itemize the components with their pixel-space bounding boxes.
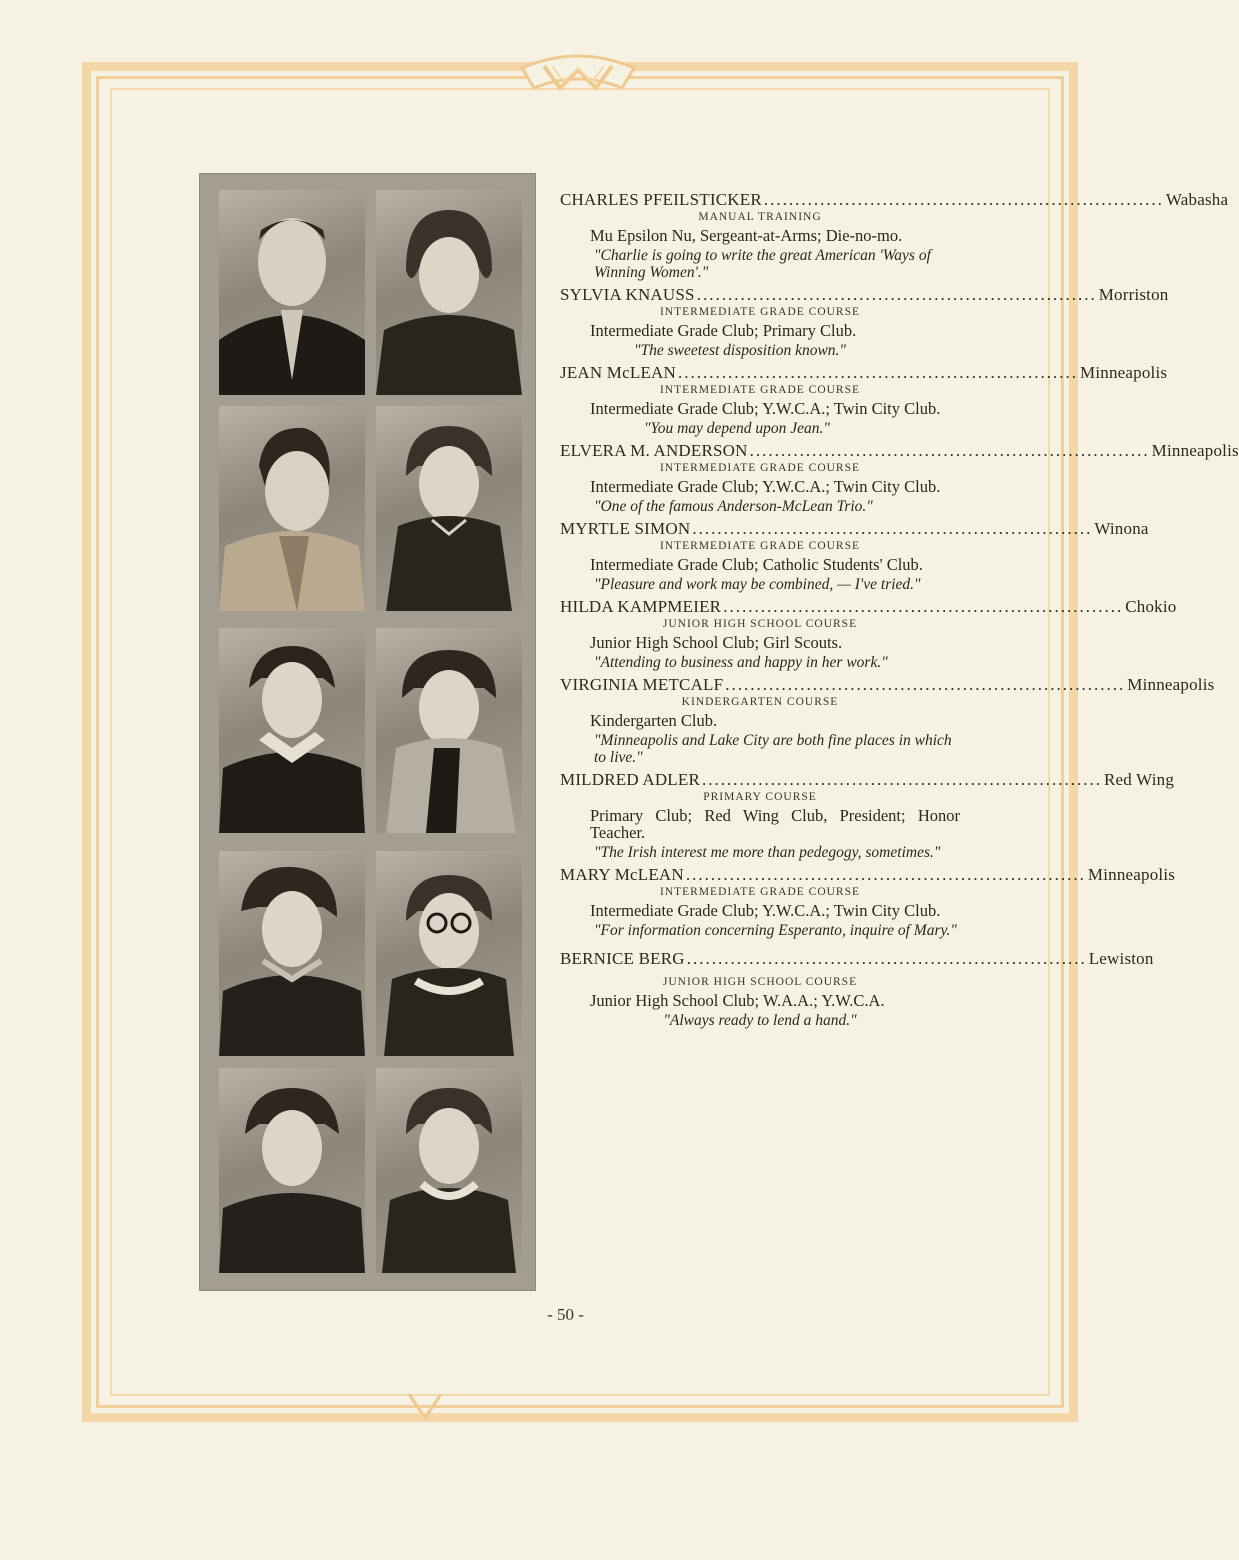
student-name: MYRTLE SIMON [560, 519, 691, 538]
student-entry: MILDRED ADLER ................................................................ Red Wing PRIMARY COURSE Primary Club; Red Wing Club, President; Honor Teacher. "The Irish interest me more than pedegogy, sometimes." [560, 770, 1175, 861]
student-name: BERNICE BERG [560, 949, 685, 968]
student-activities: Junior High School Club; W.A.A.; Y.W.C.A. [590, 991, 885, 1010]
student-hometown: Red Wing [1104, 770, 1175, 789]
student-entry: MARY McLEAN ................................................................ Minneapolis INTERMEDIATE GRADE COURSE Intermediate Grade Club; Y.W.C.A.; Twin City Club. "For information concerning Esperanto, inquire of Mary." [560, 865, 1176, 939]
student-activities: Junior High School Club; Girl Scouts. [590, 633, 843, 652]
border-notch-ornament [405, 1392, 445, 1422]
student-activities: Intermediate Grade Club; Y.W.C.A.; Twin City Club. [590, 477, 941, 496]
student-activities: Intermediate Grade Club; Catholic Students' Club. [590, 555, 923, 574]
portrait-photo [219, 1068, 365, 1273]
student-entry: JEAN McLEAN ................................................................ Minneapolis INTERMEDIATE GRADE COURSE Intermediate Grade Club; Y.W.C.A.; Twin City Club. "You may depend upon Jean." [560, 363, 1168, 437]
student-name: JEAN McLEAN [560, 363, 676, 382]
student-entry: HILDA KAMPMEIER ................................................................ Chokio JUNIOR HIGH SCHOOL COURSE Junior High School Club; Girl Scouts. "Attending to business and happy in her work." [560, 597, 1177, 671]
student-hometown: Winona [1094, 519, 1149, 538]
student-name: HILDA KAMPMEIER [560, 597, 722, 616]
page-number: - 50 - [547, 1305, 584, 1324]
student-course: INTERMEDIATE GRADE COURSE [659, 886, 861, 898]
student-quote: "Attending to business and happy in her work." [594, 654, 888, 671]
student-hometown: Minneapolis [1151, 441, 1239, 460]
student-activities: Intermediate Grade Club; Y.W.C.A.; Twin City Club. [590, 399, 941, 418]
student-name: ELVERA M. ANDERSON [560, 441, 748, 460]
portrait-photo [376, 1068, 522, 1273]
portrait-photo [376, 406, 522, 611]
student-course: INTERMEDIATE GRADE COURSE [659, 462, 861, 474]
student-quote: "Pleasure and work may be combined, — I've tried." [594, 576, 921, 593]
student-name: SYLVIA KNAUSS [560, 285, 695, 304]
student-hometown: Morriston [1098, 285, 1169, 304]
student-course: PRIMARY COURSE [703, 791, 817, 803]
student-activities: Mu Epsilon Nu, Sergeant-at-Arms; Die-no-mo. [590, 226, 903, 245]
student-course: INTERMEDIATE GRADE COURSE [659, 540, 861, 552]
student-course: INTERMEDIATE GRADE COURSE [659, 384, 861, 396]
portrait-photo [376, 190, 522, 395]
student-name: CHARLES PFEILSTICKER [560, 190, 762, 209]
student-quote: "Always ready to lend a hand." [663, 1012, 857, 1029]
student-course: JUNIOR HIGH SCHOOL COURSE [662, 618, 858, 630]
portrait-photo [219, 851, 365, 1056]
student-course: JUNIOR HIGH SCHOOL COURSE [662, 976, 858, 988]
student-course: MANUAL TRAINING [698, 211, 822, 223]
student-name: MARY McLEAN [560, 865, 684, 884]
student-entry: SYLVIA KNAUSS ................................................................ Morriston INTERMEDIATE GRADE COURSE Intermediate Grade Club; Primary Club. "The sweetest disposition known." [560, 285, 1169, 359]
student-quote: "You may depend upon Jean." [644, 420, 830, 437]
student-entry: CHARLES PFEILSTICKER ................................................................ Wabasha MANUAL TRAINING Mu Epsilon Nu, Sergeant-at-Arms; Die-no-mo. "Charlie is going to write the great American 'Ways of Winning Women'." [560, 190, 1229, 281]
student-entry: ELVERA M. ANDERSON ................................................................ Minneapolis INTERMEDIATE GRADE COURSE Intermediate Grade Club; Y.W.C.A.; Twin City Club. "One of the famous Anderson-McLean Trio." [560, 441, 1239, 515]
student-quote: "The Irish interest me more than pedegogy, sometimes." [594, 844, 941, 861]
student-quote: "Minneapolis and Lake City are both fine places in which to live." [594, 732, 952, 766]
student-entry: VIRGINIA METCALF ................................................................ Minneapolis KINDERGARTEN COURSE Kindergarten Club. "Minneapolis and Lake City are both fine places in which to live." [560, 675, 1215, 766]
student-quote: "Charlie is going to write the great American 'Ways of Winning Women'." [594, 247, 931, 281]
student-hometown: Lewiston [1088, 949, 1154, 968]
student-hometown: Minneapolis [1080, 363, 1168, 382]
student-activities: Kindergarten Club. [590, 711, 718, 730]
student-quote: "One of the famous Anderson-McLean Trio." [594, 498, 873, 515]
student-entry: MYRTLE SIMON ................................................................ Winona INTERMEDIATE GRADE COURSE Intermediate Grade Club; Catholic Students' Club. "Pleasure and work may be combined, — I've tried." [560, 519, 1149, 593]
student-hometown: Minneapolis [1087, 865, 1176, 884]
student-hometown: Chokio [1125, 597, 1177, 616]
portrait-photo [219, 190, 365, 395]
w-monogram-ornament [518, 48, 638, 96]
student-course: INTERMEDIATE GRADE COURSE [659, 306, 861, 318]
student-activities: Primary Club; Red Wing Club, President; Honor Teacher. [590, 806, 960, 842]
portrait-photo [219, 628, 365, 833]
student-hometown: Minneapolis [1127, 675, 1215, 694]
portrait-photo [376, 628, 522, 833]
student-course: KINDERGARTEN COURSE [681, 696, 839, 708]
student-entry: BERNICE BERG ................................................................ Lewiston JUNIOR HIGH SCHOOL COURSE Junior High School Club; W.A.A.; Y.W.C.A. "Always ready to lend a hand." [560, 949, 1154, 1029]
student-hometown: Wabasha [1165, 190, 1229, 209]
student-quote: "The sweetest disposition known." [634, 342, 846, 359]
student-entries [560, 190, 1239, 1033]
student-name: VIRGINIA METCALF [560, 675, 724, 694]
student-quote: "For information concerning Esperanto, inquire of Mary." [594, 922, 957, 939]
student-name: MILDRED ADLER [560, 770, 701, 789]
student-activities: Intermediate Grade Club; Y.W.C.A.; Twin City Club. [590, 901, 941, 920]
student-activities: Intermediate Grade Club; Primary Club. [590, 321, 857, 340]
portrait-photo [219, 406, 365, 611]
portrait-photo [376, 851, 522, 1056]
